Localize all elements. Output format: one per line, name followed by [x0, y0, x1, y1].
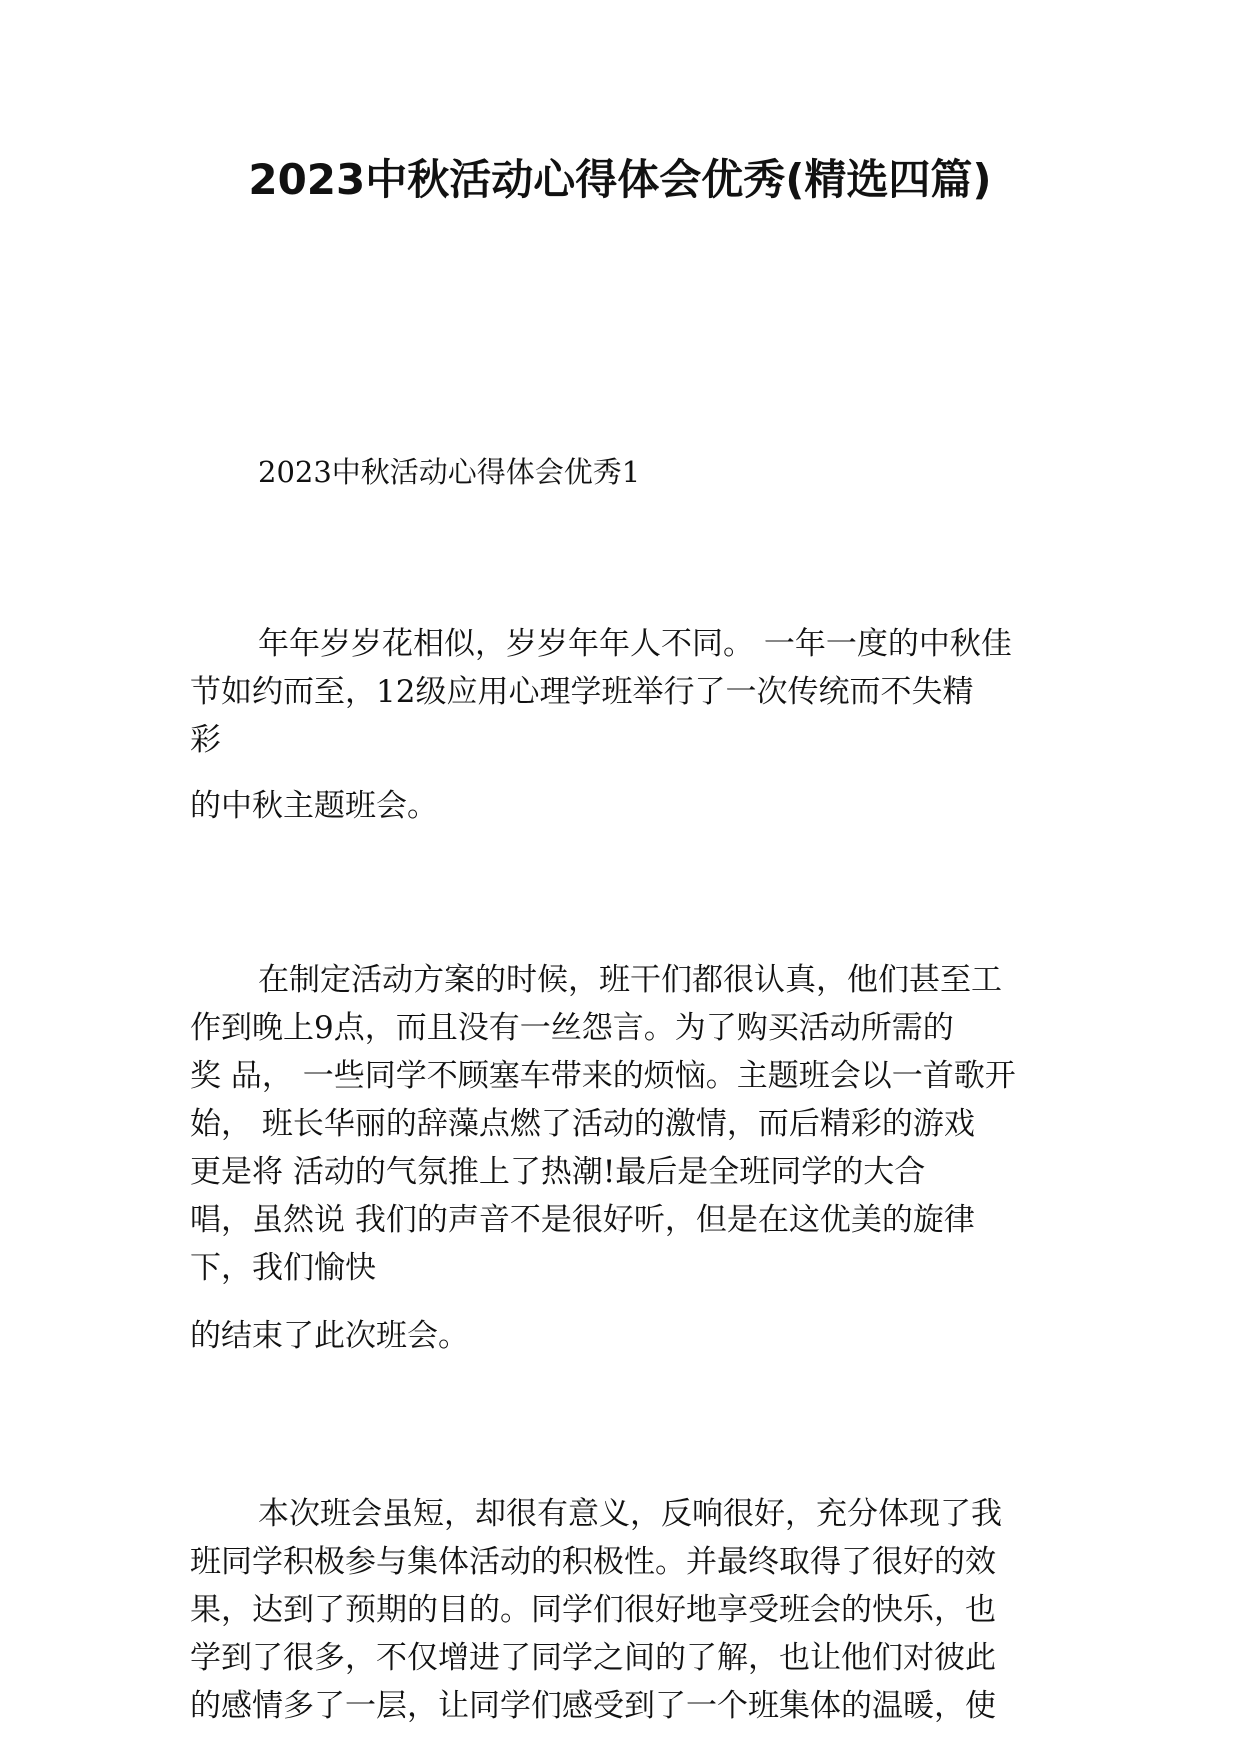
paragraph-line: 的感情多了一层，让同学们感受到了一个班集体的温暖，使	[190, 1688, 996, 1724]
paragraph-line: 的中秋主题班会。	[190, 788, 438, 824]
paragraph-2	[190, 956, 1070, 1292]
paragraph-line: 果，达到了预期的目的。同学们很好地享受班会的快乐，也	[190, 1592, 996, 1628]
paragraph-line: 下，我们愉快	[190, 1250, 376, 1286]
paragraph-line: 奖 品， 一些同学不顾塞车带来的烦恼。主题班会以一首歌开	[190, 1058, 1016, 1094]
paragraph-line: 班同学积极参与集体活动的积极性。并最终取得了很好的效	[190, 1544, 996, 1580]
paragraph-line: 作到晚上9点，而且没有一丝怨言。为了购买活动所需的	[190, 1010, 954, 1046]
paragraph-line: 更是将 活动的气氛推上了热潮!最后是全班同学的大合	[190, 1154, 926, 1190]
paragraph-1	[190, 620, 1070, 764]
paragraph-line: 的结束了此次班会。	[190, 1318, 469, 1354]
paragraph-3	[190, 1490, 1070, 1730]
paragraph-line: 彩	[190, 722, 221, 758]
paragraph-line: 学到了很多，不仅增进了同学之间的了解，也让他们对彼此	[190, 1640, 996, 1676]
paragraph-line: 唱，虽然说 我们的声音不是很好听，但是在这优美的旋律	[190, 1202, 975, 1238]
paragraph-line: 节如约而至，12级应用心理学班举行了一次传统而不失精	[190, 674, 974, 710]
paragraph-2-continuation	[190, 1312, 1070, 1360]
paragraph-line: 始， 班长华丽的辞藻点燃了活动的激情，而后精彩的游戏	[190, 1106, 975, 1142]
paragraph-line: 在制定活动方案的时候，班干们都很认真，他们甚至工	[258, 962, 1002, 998]
paragraph-line: 年年岁岁花相似，岁岁年年人不同。 一年一度的中秋佳	[258, 626, 1012, 662]
paragraph-line: 本次班会虽短，却很有意义，反响很好，充分体现了我	[258, 1496, 1002, 1532]
document-title: 2023中秋活动心得体会优秀(精选四篇)	[248, 155, 992, 204]
paragraph-1-continuation	[190, 782, 1070, 830]
section-heading: 2023中秋活动心得体会优秀1	[258, 455, 641, 489]
